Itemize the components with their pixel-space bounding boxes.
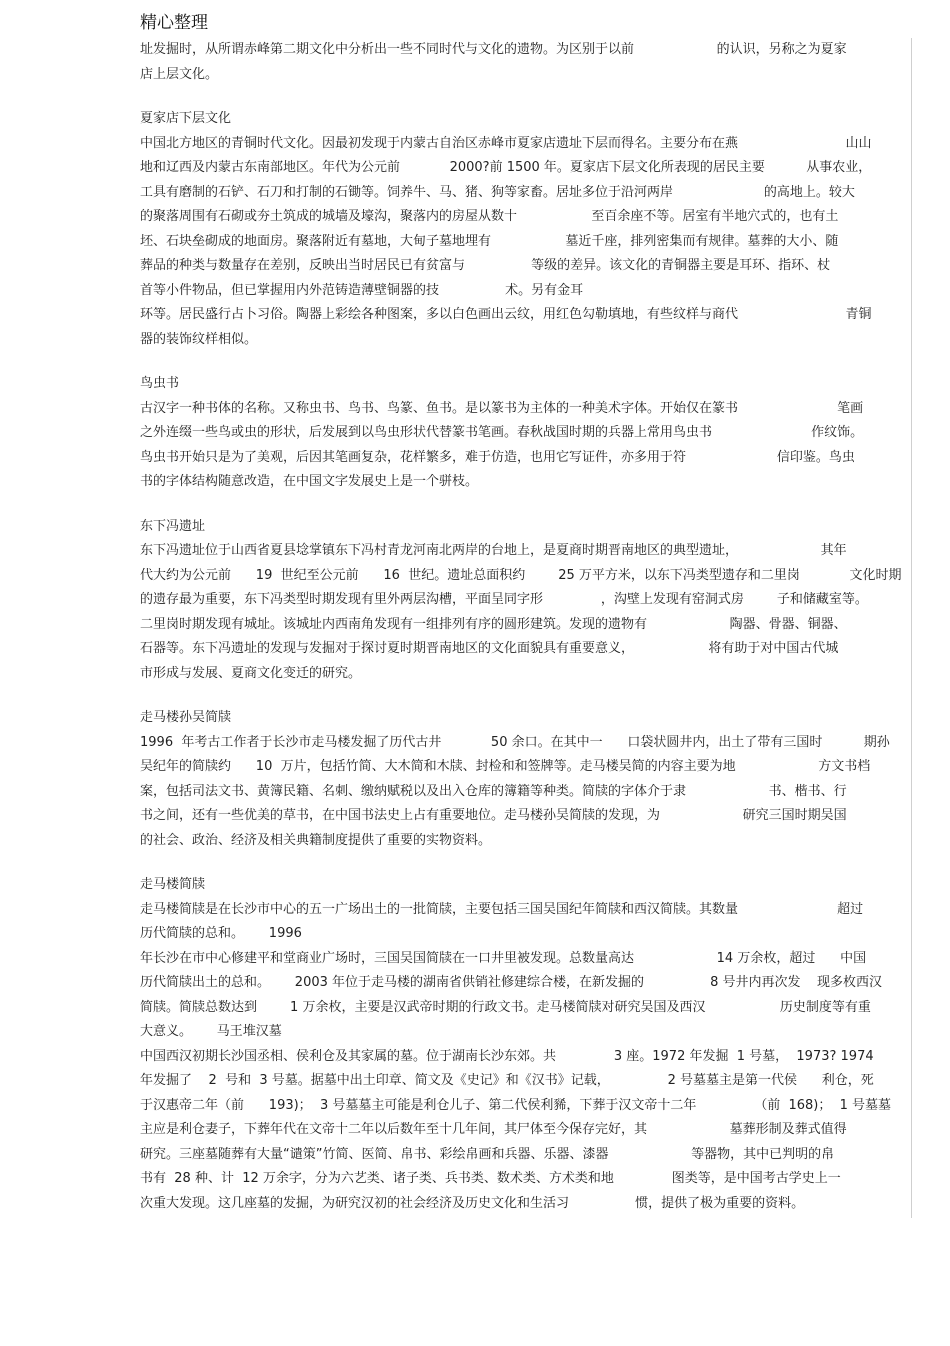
section-title: 鸟虫书 (140, 376, 180, 391)
page-header: 精心整理 (140, 13, 208, 33)
text-line: 简牍。简牍总数达到 1 万余枚，主要是汉武帝时期的行政文书。走马楼简牍对研究吴国及西汉 历史制度等有重 (140, 999, 871, 1015)
text-line: 址发掘时，从所谓赤峰第二期文化中分析出一些不同时代与文化的遗物。为区别于以前 的认识，另称之为夏家 (140, 42, 847, 57)
text-line: 次重大发现。这几座墓的发掘，为研究汉初的社会经济及历史文化和生活习 惯，提供了极为重要的资料。 (140, 1195, 805, 1211)
document-body (140, 38, 910, 1216)
text-line: 书的字体结构随意改造，在中国文字发展史上是一个骈枝。 (140, 474, 479, 489)
text-line: 二里岗时期发现有城址。该城址内西南角发现有一组排列有序的圆形建筑。发现的遗物有 陶器、骨器、铜器、 (140, 616, 847, 632)
text-line: 年长沙在市中心修建平和堂商业广场时，三国吴国简牍在一口井里被发现。总数量高达 14 万余枚，超过 中国 (140, 950, 867, 966)
text-line: 年发掘了 2 号和 3 号墓。据墓中出土印章、简文及《史记》和《汉书》记载， 2 号墓墓主是第一代侯 利仓，死 (140, 1073, 874, 1088)
text-line: 鸟虫书开始只是为了美观，后因其笔画复杂，花样繁多，难于仿造，也用它写证件，亦多用于符 信印鉴。鸟虫 (140, 449, 855, 465)
text-line: 代大约为公元前 19 世纪至公元前 16 世纪。遗址总面积约 25 万平方米，以东下冯类型遗存和二里岗 文化时期 (140, 567, 902, 583)
text-line: 葬品的种类与数量存在差别，反映出当时居民已有贫富与 等级的差异。该文化的青铜器主要是耳环、指环、杖 (140, 258, 831, 273)
section-title: 走马楼孙吴简牍 (140, 710, 232, 725)
text-line: 环等。居民盛行占卜习俗。陶器上彩绘各种图案，多以白色画出云纹，用红色勾勒填地，有些纹样与商代 青铜 (140, 307, 872, 322)
section-gap (140, 853, 910, 873)
text-line: 于汉惠帝二年（前 193)； 3 号墓墓主可能是利仓儿子、第二代侯利豨，下葬于汉文帝十二年 （前 168)； 1 号墓墓 (140, 1097, 892, 1113)
text-line: 的聚落周围有石砌或夯土筑成的城墙及壕沟，聚落内的房屋从数十 至百余座不等。居室有半地穴式的，也有土 (140, 209, 839, 224)
section-gap (140, 87, 910, 107)
text-line: 之外连缀一些鸟或虫的形状，后发展到以鸟虫形状代替篆书笔画。春秋战国时期的兵器上常用鸟虫书 作纹饰。 (140, 425, 864, 440)
section-gap (140, 495, 910, 515)
text-line: 历代简牍的总和。 1996 (140, 926, 302, 941)
text-line: 的社会、政治、经济及相关典籍制度提供了重要的实物资料。 (140, 832, 492, 848)
section-title: 东下冯遗址 (140, 518, 206, 534)
text-line: 大意义。 马王堆汉墓 (140, 1024, 282, 1039)
section-title: 夏家店下层文化 (140, 111, 232, 126)
text-line: 工具有磨制的石铲、石刀和打制的石锄等。饲养牛、马、猪、狗等家畜。居址多位于沿河两岸 的高地上。较大 (140, 184, 855, 200)
text-line: 店上层文化。 (140, 66, 219, 82)
text-line: 书有 28 种、计 12 万余字，分为六艺类、诸子类、兵书类、数术类、方术类和地 图类等，是中国考古学史上一 (140, 1171, 841, 1186)
text-line: 中国西汉初期长沙国丞相、侯利仓及其家属的墓。位于湖南长沙东郊。共 3 座。1972 年发掘 1 号墓， 1973? 1974 (140, 1048, 874, 1064)
text-line: 坯、石块垒砌成的地面房。聚落附近有墓地，大甸子墓地埋有 墓近千座，排列密集而有规律。墓葬的大小、随 (140, 233, 839, 249)
section-gap (140, 686, 910, 706)
section-title: 走马楼简牍 (140, 877, 206, 892)
text-line: 历代简牍出土的总和。 2003 年位于走马楼的湖南省供销社修建综合楼，在新发掘的 8 号井内再次发 现多枚西汉 (140, 975, 883, 990)
text-line: 地和辽西及内蒙古东南部地区。年代为公元前 2000?前 1500 年。夏家店下层文化所表现的居民主要 从事农业， (140, 160, 872, 175)
text-line: 器的装饰纹样相似。 (140, 331, 258, 347)
text-line: 古汉字一种书体的名称。又称虫书、鸟书、鸟篆、鱼书。是以篆书为主体的一种美术字体。开始仅在篆书 笔画 (140, 400, 864, 416)
section-gap (140, 352, 910, 372)
text-line: 中国北方地区的青铜时代文化。因最初发现于内蒙古自治区赤峰市夏家店遗址下层而得名。主要分布在燕 山山 (140, 135, 872, 151)
text-line: 主应是利仓妻子，下葬年代在文帝十二年以后数年至十几年间，其尸体至今保存完好，其 墓葬形制及葬式值得 (140, 1122, 847, 1137)
text-line: 的遗存最为重要，东下冯类型时期发现有里外两层沟槽，平面呈同字形 ，沟壁上发现有窑洞式房 子和储藏室等。 (140, 592, 868, 607)
text-line: 1996 年考古工作者于长沙市走马楼发掘了历代古井 50 余口。在其中一 口袋状圆井内，出土了带有三国时 期孙 (140, 734, 890, 750)
text-line: 案，包括司法文书、黄簿民籍、名刺、缴纳赋税以及出入仓库的簿籍等种类。简牍的字体介于隶 书、楷书、行 (140, 783, 847, 799)
text-line: 吴纪年的简牍约 10 万片，包括竹简、大木简和木牍、封检和和签牌等。走马楼吴简的内容主要为地 方文书档 (140, 759, 871, 774)
text-line: 书之间，还有一些优美的草书，在中国书法史上占有重要地位。走马楼孙吴简牍的发现，为 研究三国时期吴国 (140, 808, 847, 823)
text-line: 市形成与发展、夏商文化变迁的研究。 (140, 665, 362, 681)
text-line: 研究。三座墓随葬有大量“谴策”竹简、医简、帛书、彩绘帛画和兵器、乐器、漆器 等器物，其中已判明的帛 (140, 1146, 835, 1162)
text-line: 东下冯遗址位于山西省夏县埝掌镇东下冯村青龙河南北两岸的台地上，是夏商时期晋南地区的典型遗址， 其年 (140, 543, 847, 558)
right-margin-rule (911, 38, 912, 1218)
text-line: 石器等。东下冯遗址的发现与发掘对于探讨夏时期晋南地区的文化面貌具有重要意义， 将有助于对中国古代城 (140, 641, 839, 656)
text-line: 首等小件物品，但已掌握用内外范铸造薄壁铜器的技 术。另有金耳 (140, 282, 584, 298)
text-line: 走马楼简牍是在长沙市中心的五一广场出土的一批简牍，主要包括三国吴国纪年简牍和西汉简牍。其数量 超过 (140, 901, 864, 917)
